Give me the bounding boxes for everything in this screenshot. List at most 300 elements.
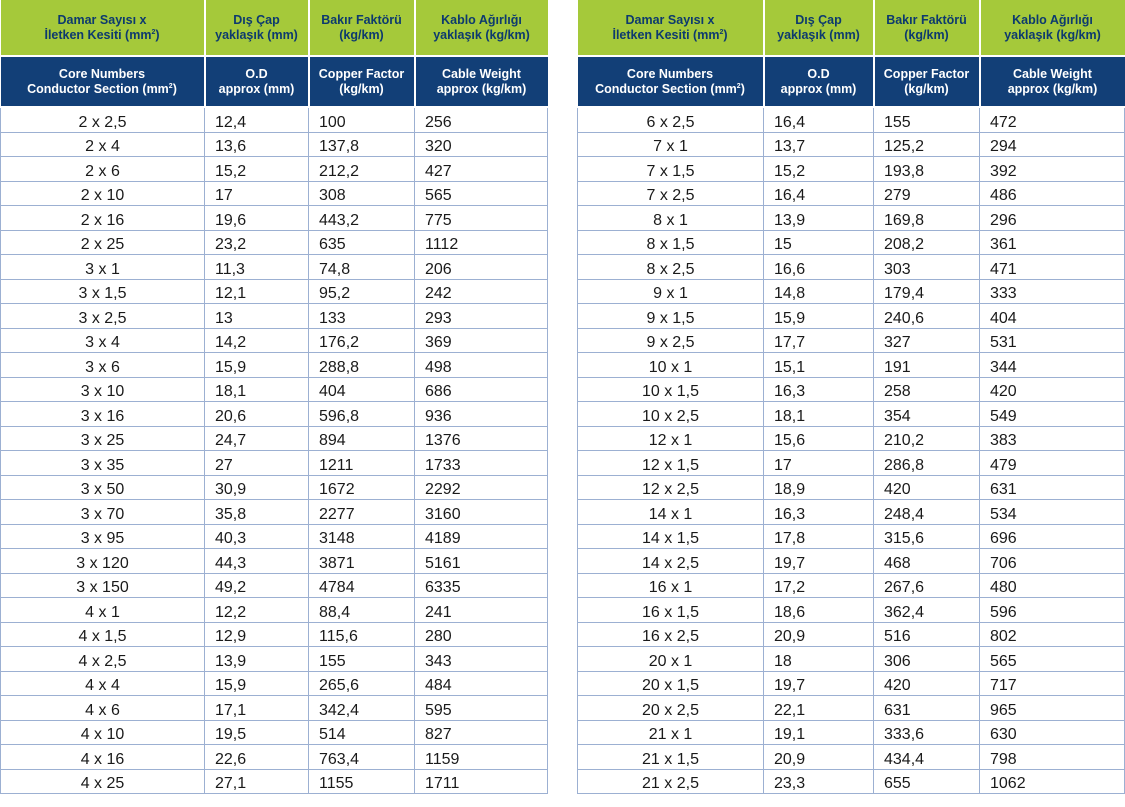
header-en-copper-factor: Copper Factor (kg/km) <box>874 56 980 107</box>
cell-core-section: 3 x 35 <box>1 451 205 476</box>
header-en-cable-weight: Cable Weight approx (kg/km) <box>415 56 548 107</box>
cell-copper-factor: 212,2 <box>309 157 415 182</box>
cell-cable-weight: 630 <box>980 720 1125 745</box>
table-row <box>578 328 1125 353</box>
cell-outer-diameter: 35,8 <box>205 500 309 525</box>
cell-outer-diameter: 15,9 <box>205 353 309 378</box>
cell-cable-weight: 706 <box>980 549 1125 574</box>
table-row <box>578 426 1125 451</box>
table-row <box>578 377 1125 402</box>
cell-copper-factor: 420 <box>874 475 980 500</box>
cell-copper-factor: 306 <box>874 647 980 672</box>
table-body <box>578 107 1125 794</box>
cell-copper-factor: 279 <box>874 181 980 206</box>
cell-core-section: 6 x 2,5 <box>578 107 764 132</box>
cell-outer-diameter: 13,7 <box>764 132 874 157</box>
cell-cable-weight: 256 <box>415 107 548 132</box>
cell-core-section: 4 x 2,5 <box>1 647 205 672</box>
table-row <box>1 524 548 549</box>
cell-outer-diameter: 18,1 <box>764 402 874 427</box>
cell-core-section: 3 x 25 <box>1 426 205 451</box>
cell-outer-diameter: 17 <box>764 451 874 476</box>
cell-cable-weight: 595 <box>415 696 548 721</box>
table-row <box>1 720 548 745</box>
table-row <box>1 206 548 231</box>
cell-cable-weight: 1159 <box>415 745 548 770</box>
table-row <box>578 181 1125 206</box>
cell-copper-factor: 133 <box>309 304 415 329</box>
cell-cable-weight: 344 <box>980 353 1125 378</box>
cell-copper-factor: 303 <box>874 255 980 280</box>
table-row <box>1 745 548 770</box>
cell-copper-factor: 327 <box>874 328 980 353</box>
table-row <box>1 328 548 353</box>
table-row <box>1 181 548 206</box>
cell-outer-diameter: 18,9 <box>764 475 874 500</box>
cell-copper-factor: 763,4 <box>309 745 415 770</box>
cell-outer-diameter: 19,1 <box>764 720 874 745</box>
table-row <box>578 279 1125 304</box>
table-row <box>1 475 548 500</box>
table-row <box>1 573 548 598</box>
cell-copper-factor: 308 <box>309 181 415 206</box>
cell-copper-factor: 286,8 <box>874 451 980 476</box>
table-row <box>1 304 548 329</box>
cell-copper-factor: 179,4 <box>874 279 980 304</box>
cell-cable-weight: 565 <box>415 181 548 206</box>
cell-cable-weight: 531 <box>980 328 1125 353</box>
cell-cable-weight: 486 <box>980 181 1125 206</box>
cell-copper-factor: 514 <box>309 720 415 745</box>
cell-cable-weight: 3160 <box>415 500 548 525</box>
cell-core-section: 3 x 70 <box>1 500 205 525</box>
header-tr-copper-factor: Bakır Faktörü (kg/km) <box>874 0 980 56</box>
cell-cable-weight: 293 <box>415 304 548 329</box>
cell-copper-factor: 4784 <box>309 573 415 598</box>
cell-core-section: 16 x 2,5 <box>578 622 764 647</box>
cell-cable-weight: 472 <box>980 107 1125 132</box>
table-row <box>578 671 1125 696</box>
cell-core-section: 3 x 16 <box>1 402 205 427</box>
cell-outer-diameter: 15,9 <box>205 671 309 696</box>
cell-core-section: 3 x 6 <box>1 353 205 378</box>
table-row <box>1 622 548 647</box>
cell-core-section: 14 x 1,5 <box>578 524 764 549</box>
cell-outer-diameter: 19,7 <box>764 549 874 574</box>
cell-core-section: 3 x 4 <box>1 328 205 353</box>
header-en-outer-diameter: O.D approx (mm) <box>205 56 309 107</box>
cell-outer-diameter: 13,9 <box>205 647 309 672</box>
cell-outer-diameter: 23,3 <box>764 769 874 794</box>
cell-core-section: 4 x 1 <box>1 598 205 623</box>
cell-core-section: 12 x 1,5 <box>578 451 764 476</box>
cell-outer-diameter: 20,9 <box>764 745 874 770</box>
cell-cable-weight: 333 <box>980 279 1125 304</box>
cell-core-section: 14 x 1 <box>578 500 764 525</box>
table-row <box>578 255 1125 280</box>
cell-copper-factor: 169,8 <box>874 206 980 231</box>
cell-outer-diameter: 19,5 <box>205 720 309 745</box>
cell-outer-diameter: 27,1 <box>205 769 309 794</box>
cell-core-section: 3 x 1 <box>1 255 205 280</box>
cable-spec-table-right <box>577 0 1125 794</box>
table-row <box>578 769 1125 794</box>
cell-copper-factor: 362,4 <box>874 598 980 623</box>
table-row <box>578 622 1125 647</box>
cell-core-section: 12 x 2,5 <box>578 475 764 500</box>
cell-cable-weight: 1733 <box>415 451 548 476</box>
cell-outer-diameter: 27 <box>205 451 309 476</box>
header-en-core-section: Core Numbers Conductor Section $(mm^2)$ <box>1 56 205 107</box>
cell-cable-weight: 596 <box>980 598 1125 623</box>
cell-outer-diameter: 17 <box>205 181 309 206</box>
cell-copper-factor: 155 <box>874 107 980 132</box>
cell-core-section: 4 x 6 <box>1 696 205 721</box>
header-tr-core-section: Damar Sayısı x İletken Kesiti $(mm^2)$ <box>578 0 764 56</box>
cell-copper-factor: 516 <box>874 622 980 647</box>
cell-copper-factor: 267,6 <box>874 573 980 598</box>
cell-outer-diameter: 40,3 <box>205 524 309 549</box>
cell-core-section: 16 x 1,5 <box>578 598 764 623</box>
cell-copper-factor: 74,8 <box>309 255 415 280</box>
cell-core-section: 3 x 1,5 <box>1 279 205 304</box>
cell-cable-weight: 383 <box>980 426 1125 451</box>
cell-copper-factor: 95,2 <box>309 279 415 304</box>
cell-core-section: 21 x 1 <box>578 720 764 745</box>
cell-outer-diameter: 18,6 <box>764 598 874 623</box>
table-row <box>1 549 548 574</box>
cell-outer-diameter: 20,9 <box>764 622 874 647</box>
cell-core-section: 2 x 25 <box>1 230 205 255</box>
cell-copper-factor: 354 <box>874 402 980 427</box>
cell-outer-diameter: 30,9 <box>205 475 309 500</box>
cell-outer-diameter: 17,7 <box>764 328 874 353</box>
table-body <box>1 107 548 794</box>
cell-core-section: 10 x 1 <box>578 353 764 378</box>
cell-outer-diameter: 16,6 <box>764 255 874 280</box>
header-en-copper-factor: Copper Factor (kg/km) <box>309 56 415 107</box>
table-row <box>578 107 1125 132</box>
cell-core-section: 9 x 1 <box>578 279 764 304</box>
table-row <box>1 647 548 672</box>
cell-cable-weight: 1711 <box>415 769 548 794</box>
cell-cable-weight: 296 <box>980 206 1125 231</box>
cell-core-section: 4 x 1,5 <box>1 622 205 647</box>
cell-core-section: 8 x 1 <box>578 206 764 231</box>
table-row <box>1 107 548 132</box>
cell-core-section: 20 x 1 <box>578 647 764 672</box>
table-row <box>1 671 548 696</box>
table-row <box>1 500 548 525</box>
cell-copper-factor: 1211 <box>309 451 415 476</box>
cell-copper-factor: 404 <box>309 377 415 402</box>
cell-cable-weight: 631 <box>980 475 1125 500</box>
cell-copper-factor: 3871 <box>309 549 415 574</box>
cell-copper-factor: 265,6 <box>309 671 415 696</box>
cell-copper-factor: 596,8 <box>309 402 415 427</box>
table-row <box>578 402 1125 427</box>
cell-core-section: 2 x 4 <box>1 132 205 157</box>
cell-core-section: 3 x 120 <box>1 549 205 574</box>
cell-outer-diameter: 15,6 <box>764 426 874 451</box>
cell-core-section: 3 x 95 <box>1 524 205 549</box>
cell-copper-factor: 137,8 <box>309 132 415 157</box>
cell-outer-diameter: 19,6 <box>205 206 309 231</box>
cell-core-section: 7 x 1 <box>578 132 764 157</box>
cell-copper-factor: 155 <box>309 647 415 672</box>
header-en-core-section: Core Numbers Conductor Section $(mm^2)$ <box>578 56 764 107</box>
table-row <box>578 647 1125 672</box>
cell-core-section: 16 x 1 <box>578 573 764 598</box>
cable-spec-table-left <box>0 0 548 794</box>
cell-copper-factor: 210,2 <box>874 426 980 451</box>
table-row <box>578 524 1125 549</box>
cell-cable-weight: 484 <box>415 671 548 696</box>
cell-copper-factor: 193,8 <box>874 157 980 182</box>
cell-outer-diameter: 44,3 <box>205 549 309 574</box>
cell-copper-factor: 125,2 <box>874 132 980 157</box>
cell-outer-diameter: 16,3 <box>764 377 874 402</box>
cell-core-section: 21 x 2,5 <box>578 769 764 794</box>
cell-cable-weight: 420 <box>980 377 1125 402</box>
table-row <box>578 720 1125 745</box>
cell-core-section: 20 x 2,5 <box>578 696 764 721</box>
cell-core-section: 7 x 1,5 <box>578 157 764 182</box>
cell-core-section: 20 x 1,5 <box>578 671 764 696</box>
header-en-outer-diameter: O.D approx (mm) <box>764 56 874 107</box>
table-row <box>1 353 548 378</box>
cell-cable-weight: 241 <box>415 598 548 623</box>
header-tr-core-section: Damar Sayısı x İletken Kesiti $(mm^2)$ <box>1 0 205 56</box>
cell-cable-weight: 775 <box>415 206 548 231</box>
cell-outer-diameter: 14,8 <box>764 279 874 304</box>
cell-cable-weight: 369 <box>415 328 548 353</box>
cell-core-section: 3 x 2,5 <box>1 304 205 329</box>
header-tr-outer-diameter: Dış Çap yaklaşık (mm) <box>764 0 874 56</box>
table-row <box>578 304 1125 329</box>
header-row-turkish <box>578 0 1125 56</box>
cell-cable-weight: 686 <box>415 377 548 402</box>
table-row <box>1 279 548 304</box>
cell-outer-diameter: 19,7 <box>764 671 874 696</box>
cell-outer-diameter: 16,4 <box>764 181 874 206</box>
cell-outer-diameter: 15,2 <box>205 157 309 182</box>
cell-cable-weight: 294 <box>980 132 1125 157</box>
table-row <box>1 377 548 402</box>
cell-core-section: 9 x 2,5 <box>578 328 764 353</box>
cell-outer-diameter: 12,4 <box>205 107 309 132</box>
cell-cable-weight: 361 <box>980 230 1125 255</box>
cell-copper-factor: 3148 <box>309 524 415 549</box>
cell-cable-weight: 965 <box>980 696 1125 721</box>
table-row <box>1 157 548 182</box>
cell-cable-weight: 404 <box>980 304 1125 329</box>
cell-cable-weight: 343 <box>415 647 548 672</box>
cell-copper-factor: 1155 <box>309 769 415 794</box>
cell-cable-weight: 696 <box>980 524 1125 549</box>
cell-outer-diameter: 15,9 <box>764 304 874 329</box>
cell-copper-factor: 115,6 <box>309 622 415 647</box>
table-row <box>578 475 1125 500</box>
cell-copper-factor: 176,2 <box>309 328 415 353</box>
cell-copper-factor: 655 <box>874 769 980 794</box>
cell-core-section: 21 x 1,5 <box>578 745 764 770</box>
cell-core-section: 2 x 6 <box>1 157 205 182</box>
cell-copper-factor: 894 <box>309 426 415 451</box>
cell-copper-factor: 342,4 <box>309 696 415 721</box>
cell-outer-diameter: 11,3 <box>205 255 309 280</box>
cell-core-section: 4 x 25 <box>1 769 205 794</box>
cell-cable-weight: 392 <box>980 157 1125 182</box>
cell-core-section: 12 x 1 <box>578 426 764 451</box>
cell-outer-diameter: 15,2 <box>764 157 874 182</box>
cell-cable-weight: 471 <box>980 255 1125 280</box>
cell-outer-diameter: 23,2 <box>205 230 309 255</box>
header-row-english <box>1 56 548 107</box>
cell-cable-weight: 798 <box>980 745 1125 770</box>
cell-copper-factor: 434,4 <box>874 745 980 770</box>
cell-core-section: 4 x 4 <box>1 671 205 696</box>
cell-outer-diameter: 13 <box>205 304 309 329</box>
cell-cable-weight: 5161 <box>415 549 548 574</box>
cell-outer-diameter: 16,3 <box>764 500 874 525</box>
cell-outer-diameter: 12,9 <box>205 622 309 647</box>
cell-copper-factor: 88,4 <box>309 598 415 623</box>
table-row <box>578 132 1125 157</box>
cell-copper-factor: 100 <box>309 107 415 132</box>
cell-outer-diameter: 14,2 <box>205 328 309 353</box>
cell-outer-diameter: 15 <box>764 230 874 255</box>
cell-cable-weight: 1112 <box>415 230 548 255</box>
cell-outer-diameter: 17,2 <box>764 573 874 598</box>
cell-core-section: 2 x 2,5 <box>1 107 205 132</box>
cell-copper-factor: 468 <box>874 549 980 574</box>
header-tr-cable-weight: Kablo Ağırlığı yaklaşık (kg/km) <box>980 0 1125 56</box>
cell-copper-factor: 208,2 <box>874 230 980 255</box>
cell-outer-diameter: 20,6 <box>205 402 309 427</box>
cell-core-section: 8 x 1,5 <box>578 230 764 255</box>
header-row-english <box>578 56 1125 107</box>
cell-cable-weight: 4189 <box>415 524 548 549</box>
table-row <box>578 353 1125 378</box>
cell-cable-weight: 427 <box>415 157 548 182</box>
cell-core-section: 8 x 2,5 <box>578 255 764 280</box>
cell-outer-diameter: 18,1 <box>205 377 309 402</box>
table-row <box>578 206 1125 231</box>
header-tr-cable-weight: Kablo Ağırlığı yaklaşık (kg/km) <box>415 0 548 56</box>
cell-outer-diameter: 24,7 <box>205 426 309 451</box>
cell-cable-weight: 480 <box>980 573 1125 598</box>
table-row <box>578 696 1125 721</box>
cell-cable-weight: 717 <box>980 671 1125 696</box>
cell-core-section: 14 x 2,5 <box>578 549 764 574</box>
cell-cable-weight: 802 <box>980 622 1125 647</box>
table-row <box>578 451 1125 476</box>
cell-core-section: 2 x 10 <box>1 181 205 206</box>
cell-cable-weight: 498 <box>415 353 548 378</box>
cell-copper-factor: 443,2 <box>309 206 415 231</box>
table-row <box>1 598 548 623</box>
table-row <box>1 426 548 451</box>
cell-cable-weight: 565 <box>980 647 1125 672</box>
cell-cable-weight: 1376 <box>415 426 548 451</box>
cell-cable-weight: 242 <box>415 279 548 304</box>
cell-outer-diameter: 22,1 <box>764 696 874 721</box>
cell-outer-diameter: 17,8 <box>764 524 874 549</box>
cell-core-section: 3 x 150 <box>1 573 205 598</box>
cell-core-section: 3 x 10 <box>1 377 205 402</box>
cell-outer-diameter: 22,6 <box>205 745 309 770</box>
cell-cable-weight: 206 <box>415 255 548 280</box>
cell-core-section: 10 x 2,5 <box>578 402 764 427</box>
cell-copper-factor: 240,6 <box>874 304 980 329</box>
cell-cable-weight: 6335 <box>415 573 548 598</box>
table-row <box>1 769 548 794</box>
cell-copper-factor: 631 <box>874 696 980 721</box>
cell-copper-factor: 420 <box>874 671 980 696</box>
cell-copper-factor: 635 <box>309 230 415 255</box>
table-row <box>578 500 1125 525</box>
table-row <box>1 255 548 280</box>
table-row <box>1 696 548 721</box>
table-row <box>1 402 548 427</box>
cell-core-section: 2 x 16 <box>1 206 205 231</box>
cell-cable-weight: 936 <box>415 402 548 427</box>
cell-cable-weight: 827 <box>415 720 548 745</box>
cell-outer-diameter: 18 <box>764 647 874 672</box>
cell-copper-factor: 191 <box>874 353 980 378</box>
header-en-cable-weight: Cable Weight approx (kg/km) <box>980 56 1125 107</box>
cell-outer-diameter: 13,9 <box>764 206 874 231</box>
cell-core-section: 7 x 2,5 <box>578 181 764 206</box>
cell-core-section: 10 x 1,5 <box>578 377 764 402</box>
cell-outer-diameter: 16,4 <box>764 107 874 132</box>
cell-copper-factor: 248,4 <box>874 500 980 525</box>
cell-cable-weight: 479 <box>980 451 1125 476</box>
cell-cable-weight: 1062 <box>980 769 1125 794</box>
cell-cable-weight: 280 <box>415 622 548 647</box>
cell-outer-diameter: 15,1 <box>764 353 874 378</box>
table-row <box>578 549 1125 574</box>
table-row <box>1 230 548 255</box>
cell-cable-weight: 549 <box>980 402 1125 427</box>
table-row <box>578 230 1125 255</box>
header-tr-copper-factor: Bakır Faktörü (kg/km) <box>309 0 415 56</box>
cell-core-section: 4 x 16 <box>1 745 205 770</box>
cell-copper-factor: 1672 <box>309 475 415 500</box>
cell-copper-factor: 2277 <box>309 500 415 525</box>
table-row <box>578 157 1125 182</box>
cell-outer-diameter: 12,1 <box>205 279 309 304</box>
cell-copper-factor: 288,8 <box>309 353 415 378</box>
header-row-turkish <box>1 0 548 56</box>
table-row <box>578 573 1125 598</box>
table-row <box>578 745 1125 770</box>
cell-copper-factor: 315,6 <box>874 524 980 549</box>
table-row <box>1 132 548 157</box>
cell-core-section: 3 x 50 <box>1 475 205 500</box>
cell-cable-weight: 2292 <box>415 475 548 500</box>
cell-copper-factor: 333,6 <box>874 720 980 745</box>
cell-cable-weight: 320 <box>415 132 548 157</box>
table-row <box>1 451 548 476</box>
cell-copper-factor: 258 <box>874 377 980 402</box>
cell-cable-weight: 534 <box>980 500 1125 525</box>
cell-outer-diameter: 13,6 <box>205 132 309 157</box>
cell-core-section: 4 x 10 <box>1 720 205 745</box>
cell-outer-diameter: 49,2 <box>205 573 309 598</box>
header-tr-outer-diameter: Dış Çap yaklaşık (mm) <box>205 0 309 56</box>
